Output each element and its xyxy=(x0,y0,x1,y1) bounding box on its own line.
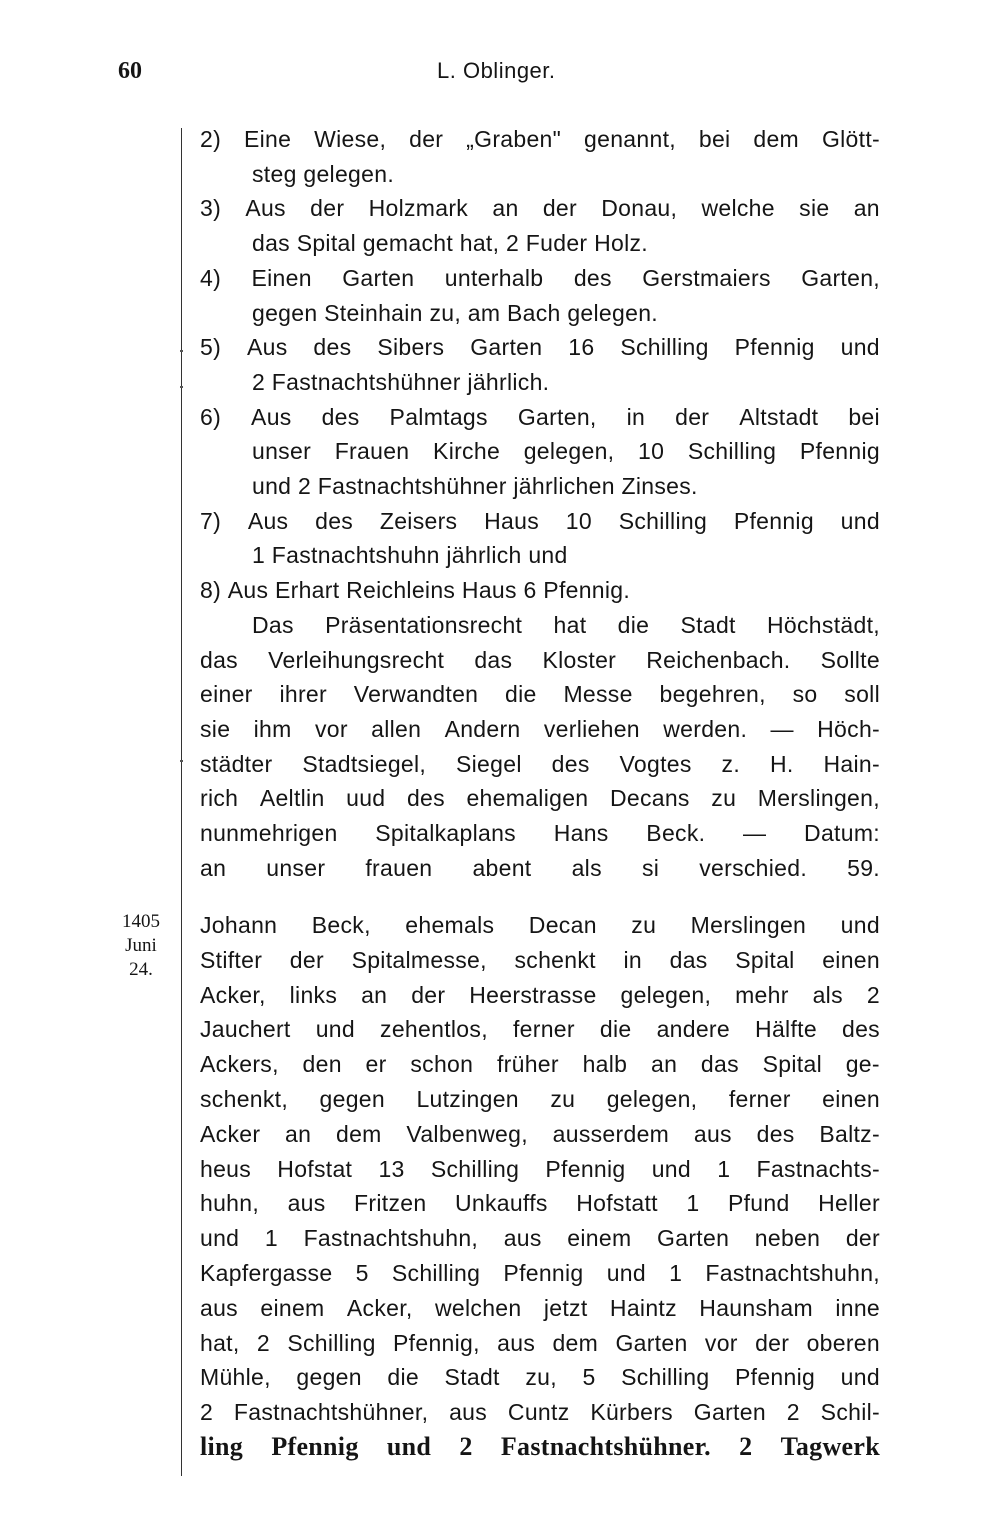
text-line: das Spital gemacht hat, 2 Fuder Holz. xyxy=(252,230,648,257)
text-line: 2) Eine Wiese, der „Graben" genannt, bei dem Glött- xyxy=(200,126,880,152)
text-line: Das Präsentationsrecht hat die Stadt Höchstädt, xyxy=(252,611,880,638)
text-line: gegen Steinhain zu, am Bach gelegen. xyxy=(252,299,658,326)
text-line: steg gelegen. xyxy=(252,160,395,187)
text-line: Mühle, gegen die Stadt zu, 5 Schilling Pfennig und xyxy=(200,1364,880,1391)
margin-rule-mark xyxy=(180,350,183,352)
text-line: und 1 Fastnachtshuhn, aus einem Garten neben der xyxy=(200,1225,880,1252)
text-line: Kapfergasse 5 Schilling Pfennig und 1 Fastnachtshuhn, xyxy=(200,1260,880,1286)
text-line: 8) Aus Erhart Reichleins Haus 6 Pfennig. xyxy=(200,577,631,604)
text-line: Johann Beck, ehemals Decan zu Merslingen und xyxy=(200,912,880,938)
text-line: schenkt, gegen Lutzingen zu gelegen, ferner einen xyxy=(200,1086,880,1112)
text-line: einer ihrer Verwandten die Messe begehren, so soll xyxy=(200,681,880,708)
margin-rule xyxy=(181,128,182,1476)
text-line: 1 Fastnachtshuhn jährlich und xyxy=(252,542,568,569)
text-line: Stifter der Spitalmesse, schenkt in das Spital einen xyxy=(200,946,880,973)
text-line: heus Hofstat 13 Schilling Pfennig und 1 Fastnachts- xyxy=(200,1155,880,1182)
text-line: rich Aeltlin uud des ehemaligen Decans zu Merslingen, xyxy=(200,785,880,812)
text-line: Jauchert und zehentlos, ferner die andere Hälfte des xyxy=(200,1016,880,1043)
text-line: 4) Einen Garten unterhalb des Gerstmaiers Garten, xyxy=(200,264,880,291)
text-line: städter Stadtsiegel, Siegel des Vogtes z. H. Hain- xyxy=(200,750,880,777)
text-line: Acker, links an der Heerstrasse gelegen, mehr als 2 xyxy=(200,981,880,1008)
margin-date-day: 24. xyxy=(129,959,153,980)
text-line: sie ihm vor allen Andern verliehen werden. — Höch- xyxy=(200,715,880,742)
text-line: und 2 Fastnachtshühner jährlichen Zinses. xyxy=(252,473,698,499)
text-line: 2 Fastnachtshühner jährlich. xyxy=(252,368,550,395)
text-line: 3) Aus der Holzmark an der Donau, welche sie an xyxy=(200,195,880,222)
text-line: 5) Aus des Sibers Garten 16 Schilling Pfennig und xyxy=(200,334,880,361)
text-line: aus einem Acker, welchen jetzt Haintz Haunsham inne xyxy=(200,1294,880,1321)
page-number: 60 xyxy=(118,58,142,84)
margin-date-year: 1405 xyxy=(122,911,160,932)
text-line: 6) Aus des Palmtags Garten, in der Altstadt bei xyxy=(200,403,880,430)
text-line: das Verleihungsrecht das Kloster Reichenbach. Sollte xyxy=(200,646,880,673)
margin-date xyxy=(110,910,172,982)
running-head: L. Oblinger. xyxy=(437,58,556,83)
page-header xyxy=(0,58,1000,94)
margin-rule-mark xyxy=(180,386,183,388)
text-line: huhn, aus Fritzen Unkauffs Hofstatt 1 Pfund Heller xyxy=(200,1190,880,1217)
text-line: 2 Fastnachtshühner, aus Cuntz Kürbers Garten 2 Schil- xyxy=(200,1399,880,1426)
text-line: hat, 2 Schilling Pfennig, aus dem Garten vor der oberen xyxy=(200,1329,880,1356)
text-line: ling Pfennig und 2 Fastnachtshühner. 2 Tagwerk xyxy=(200,1432,880,1461)
text-line: unser Frauen Kirche gelegen, 10 Schilling Pfennig xyxy=(252,438,880,465)
text-line: Acker an dem Valbenweg, ausserdem aus des Baltz- xyxy=(200,1120,880,1147)
text-line: Ackers, den er schon früher halb an das Spital ge- xyxy=(200,1051,880,1078)
margin-rule-mark xyxy=(180,760,183,762)
text-line: 7) Aus des Zeisers Haus 10 Schilling Pfennig und xyxy=(200,507,880,534)
margin-date-month: Juni xyxy=(125,935,157,956)
text-line: an unser frauen abent als si verschied. 59. xyxy=(200,854,880,881)
text-line: nunmehrigen Spitalkaplans Hans Beck. — Datum: xyxy=(200,820,880,846)
